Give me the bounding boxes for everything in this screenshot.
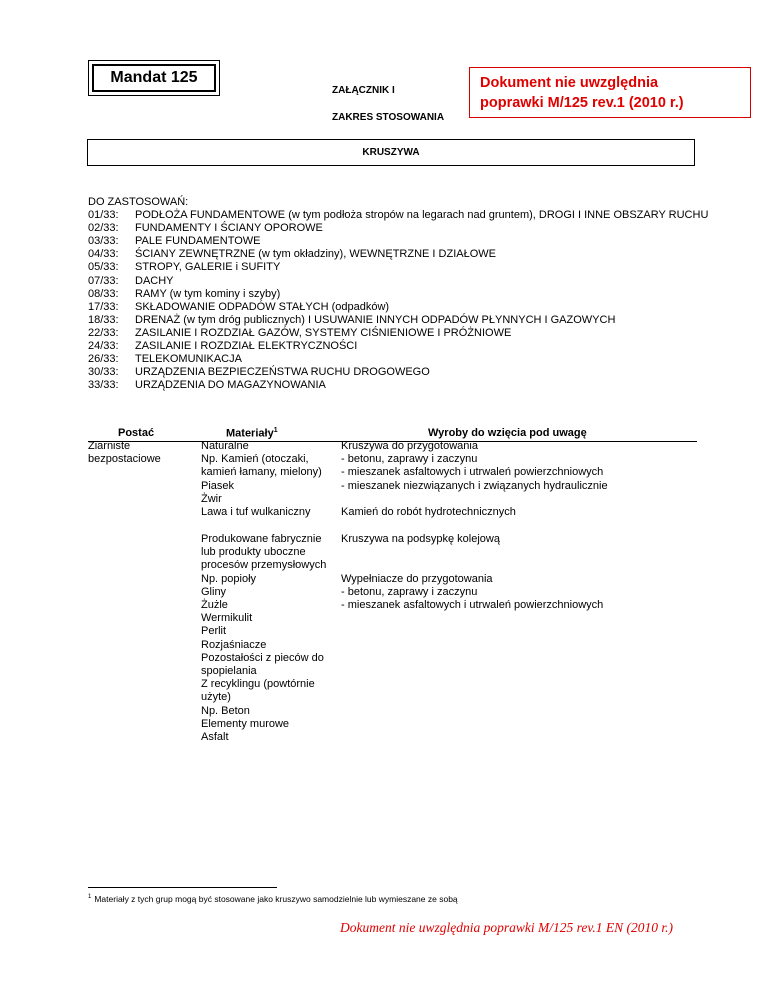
revision-warning-line1: Dokument nie uwzględnia: [480, 75, 659, 91]
use-code: 05/33:: [88, 261, 119, 274]
material-line: Lawa i tuf wulkaniczny: [201, 506, 311, 519]
use-item: [88, 301, 708, 314]
products-hydro: Kamień do robót hydrotechnicznych: [341, 506, 516, 518]
material-line: Np. Beton: [201, 704, 250, 717]
use-code: 01/33:: [88, 209, 119, 222]
product-line: - mieszanek asfaltowych i utrwaleń powierzchniowych: [341, 466, 604, 479]
use-text: RAMY (w tym kominy i szyby): [135, 287, 281, 300]
material-line: Piasek: [201, 479, 235, 492]
use-text: PALE FUNDAMENTOWE: [135, 235, 261, 248]
products-aggregates: [341, 440, 608, 493]
use-text: TELEKOMUNIKACJA: [135, 353, 242, 366]
use-text: SKŁADOWANIE ODPADÓW STAŁYCH (odpadków): [135, 300, 390, 313]
product-line: Kruszywa do przygotowania: [341, 440, 478, 452]
use-text: ŚCIANY ZEWNĘTRZNE (w tym okładziny), WEWNĘTRZNE I DZIAŁOWE: [135, 248, 496, 261]
material-line: Np. popioły: [201, 572, 257, 585]
use-code: 17/33:: [88, 300, 119, 313]
material-line: spopielania: [201, 665, 257, 678]
bottom-revision-note: Dokument nie uwzględnia poprawki M/125 rev.1 EN (2010 r.): [340, 920, 673, 935]
product-line: - betonu, zaprawy i zaczynu: [341, 453, 478, 466]
material-line: użyte): [201, 691, 231, 704]
product-line: - betonu, zaprawy i zaczynu: [341, 586, 478, 599]
material-line: Żwir: [201, 492, 222, 505]
use-code: 04/33:: [88, 248, 119, 261]
use-text: STROPY, GALERIE i SUFITY: [135, 261, 281, 274]
use-item: [88, 275, 708, 288]
revision-warning-line2: poprawki M/125 rev.1 (2010 r.): [480, 95, 684, 111]
material-line: Pozostałości z pieców do: [201, 651, 324, 664]
use-text: ZASILANIE I ROZDZIAŁ ELEKTRYCZNOŚCI: [135, 340, 358, 353]
form-cell: [88, 440, 161, 466]
use-code: 24/33:: [88, 340, 119, 353]
use-code: 18/33:: [88, 313, 119, 326]
use-text: URZĄDZENIA DO MAGAZYNOWANIA: [135, 379, 326, 392]
header-materials-label: Materiały: [226, 427, 274, 440]
header-materials: [226, 427, 278, 440]
revision-warning-box: [469, 67, 751, 118]
use-code: 26/33:: [88, 353, 119, 366]
material-line: Produkowane fabrycznie: [201, 533, 322, 545]
use-code: 33/33:: [88, 379, 119, 392]
product-line: - mieszanek niezwiązanych i związanych hydraulicznie: [341, 479, 608, 492]
use-item: [88, 235, 708, 248]
use-item: [88, 261, 708, 274]
use-item: [88, 340, 708, 353]
mandate-frame: [88, 60, 220, 96]
material-line: lub produkty uboczne: [201, 546, 306, 559]
form-line: Ziarniste: [88, 440, 131, 452]
use-item: [88, 379, 708, 392]
section-box: [87, 139, 695, 166]
use-text: PODŁOŻA FUNDAMENTOWE (w tym podłoża stropów na legarach nad gruntem), DROGI I INNE OBSZARY RUCHU: [135, 209, 709, 222]
use-item: [88, 222, 708, 235]
use-code: 22/33:: [88, 326, 119, 339]
use-text: DRENAŻ (w tym dróg publicznych) I USUWANIE INNYCH ODPADÓW PŁYNNYCH I GAZOWYCH: [135, 313, 616, 326]
product-line: Wypełniacze do przygotowania: [341, 573, 493, 585]
use-text: FUNDAMENTY I ŚCIANY OPOROWE: [135, 222, 323, 235]
header-materials-footnote-mark: 1: [273, 427, 278, 434]
footnote: [88, 894, 458, 904]
use-item: [88, 366, 708, 379]
material-line: Gliny: [201, 585, 227, 598]
material-line: Elementy murowe: [201, 717, 290, 730]
material-line: kamień łamany, mielony): [201, 466, 322, 479]
material-line: Np. Kamień (otoczaki,: [201, 453, 309, 466]
use-text: DACHY: [135, 274, 174, 287]
use-text: URZĄDZENIA BEZPIECZEŃSTWA RUCHU DROGOWEGO: [135, 366, 430, 379]
footnote-text: Materiały z tych grup mogą być stosowane jako kruszywo samodzielnie lub wymieszane ze sobą: [94, 894, 458, 904]
material-line: Perlit: [201, 625, 227, 638]
section-title: KRUSZYWA: [362, 147, 420, 158]
use-item: [88, 209, 708, 222]
use-code: 03/33:: [88, 235, 119, 248]
form-line: bezpostaciowe: [88, 453, 161, 466]
material-line: Asfalt: [201, 731, 229, 744]
product-line: - mieszanek asfaltowych i utrwaleń powierzchniowych: [341, 599, 604, 612]
uses-title: DO ZASTOSOWAŃ:: [88, 196, 189, 208]
intended-uses: [88, 196, 708, 392]
material-line: Naturalne: [201, 440, 249, 452]
use-code: 30/33:: [88, 366, 119, 379]
materials-natural: [201, 440, 322, 519]
products-fillers: [341, 573, 603, 613]
annex-title: ZAŁĄCZNIK I: [332, 85, 395, 96]
use-item: [88, 353, 708, 366]
material-line: Rozjaśniacze: [201, 638, 267, 651]
use-text: ZASILANIE I ROZDZIAŁ GAZÓW, SYSTEMY CIŚNIENIOWE I PRÓŻNIOWE: [135, 326, 512, 339]
use-item: [88, 248, 708, 261]
use-item: [88, 288, 708, 301]
material-line: procesów przemysłowych: [201, 559, 327, 572]
header-form: Postać: [118, 427, 155, 439]
footnote-mark: 1: [88, 894, 92, 901]
use-code: 07/33:: [88, 274, 119, 287]
use-item: [88, 327, 708, 340]
header-products: Wyroby do wzięcia pod uwagę: [428, 427, 587, 439]
scope-title: ZAKRES STOSOWANIA: [332, 112, 445, 123]
material-line: Żużle: [201, 599, 228, 612]
material-line: Wermikulit: [201, 612, 253, 625]
material-line: Z recyklingu (powtórnie: [201, 678, 315, 691]
footnote-rule: [88, 887, 277, 888]
mandate-title: Mandat 125: [92, 64, 216, 92]
use-code: 08/33:: [88, 287, 119, 300]
use-code: 02/33:: [88, 222, 119, 235]
use-item: [88, 314, 708, 327]
products-rail: Kruszywa na podsypkę kolejową: [341, 533, 500, 545]
materials-manufactured: [201, 533, 326, 744]
